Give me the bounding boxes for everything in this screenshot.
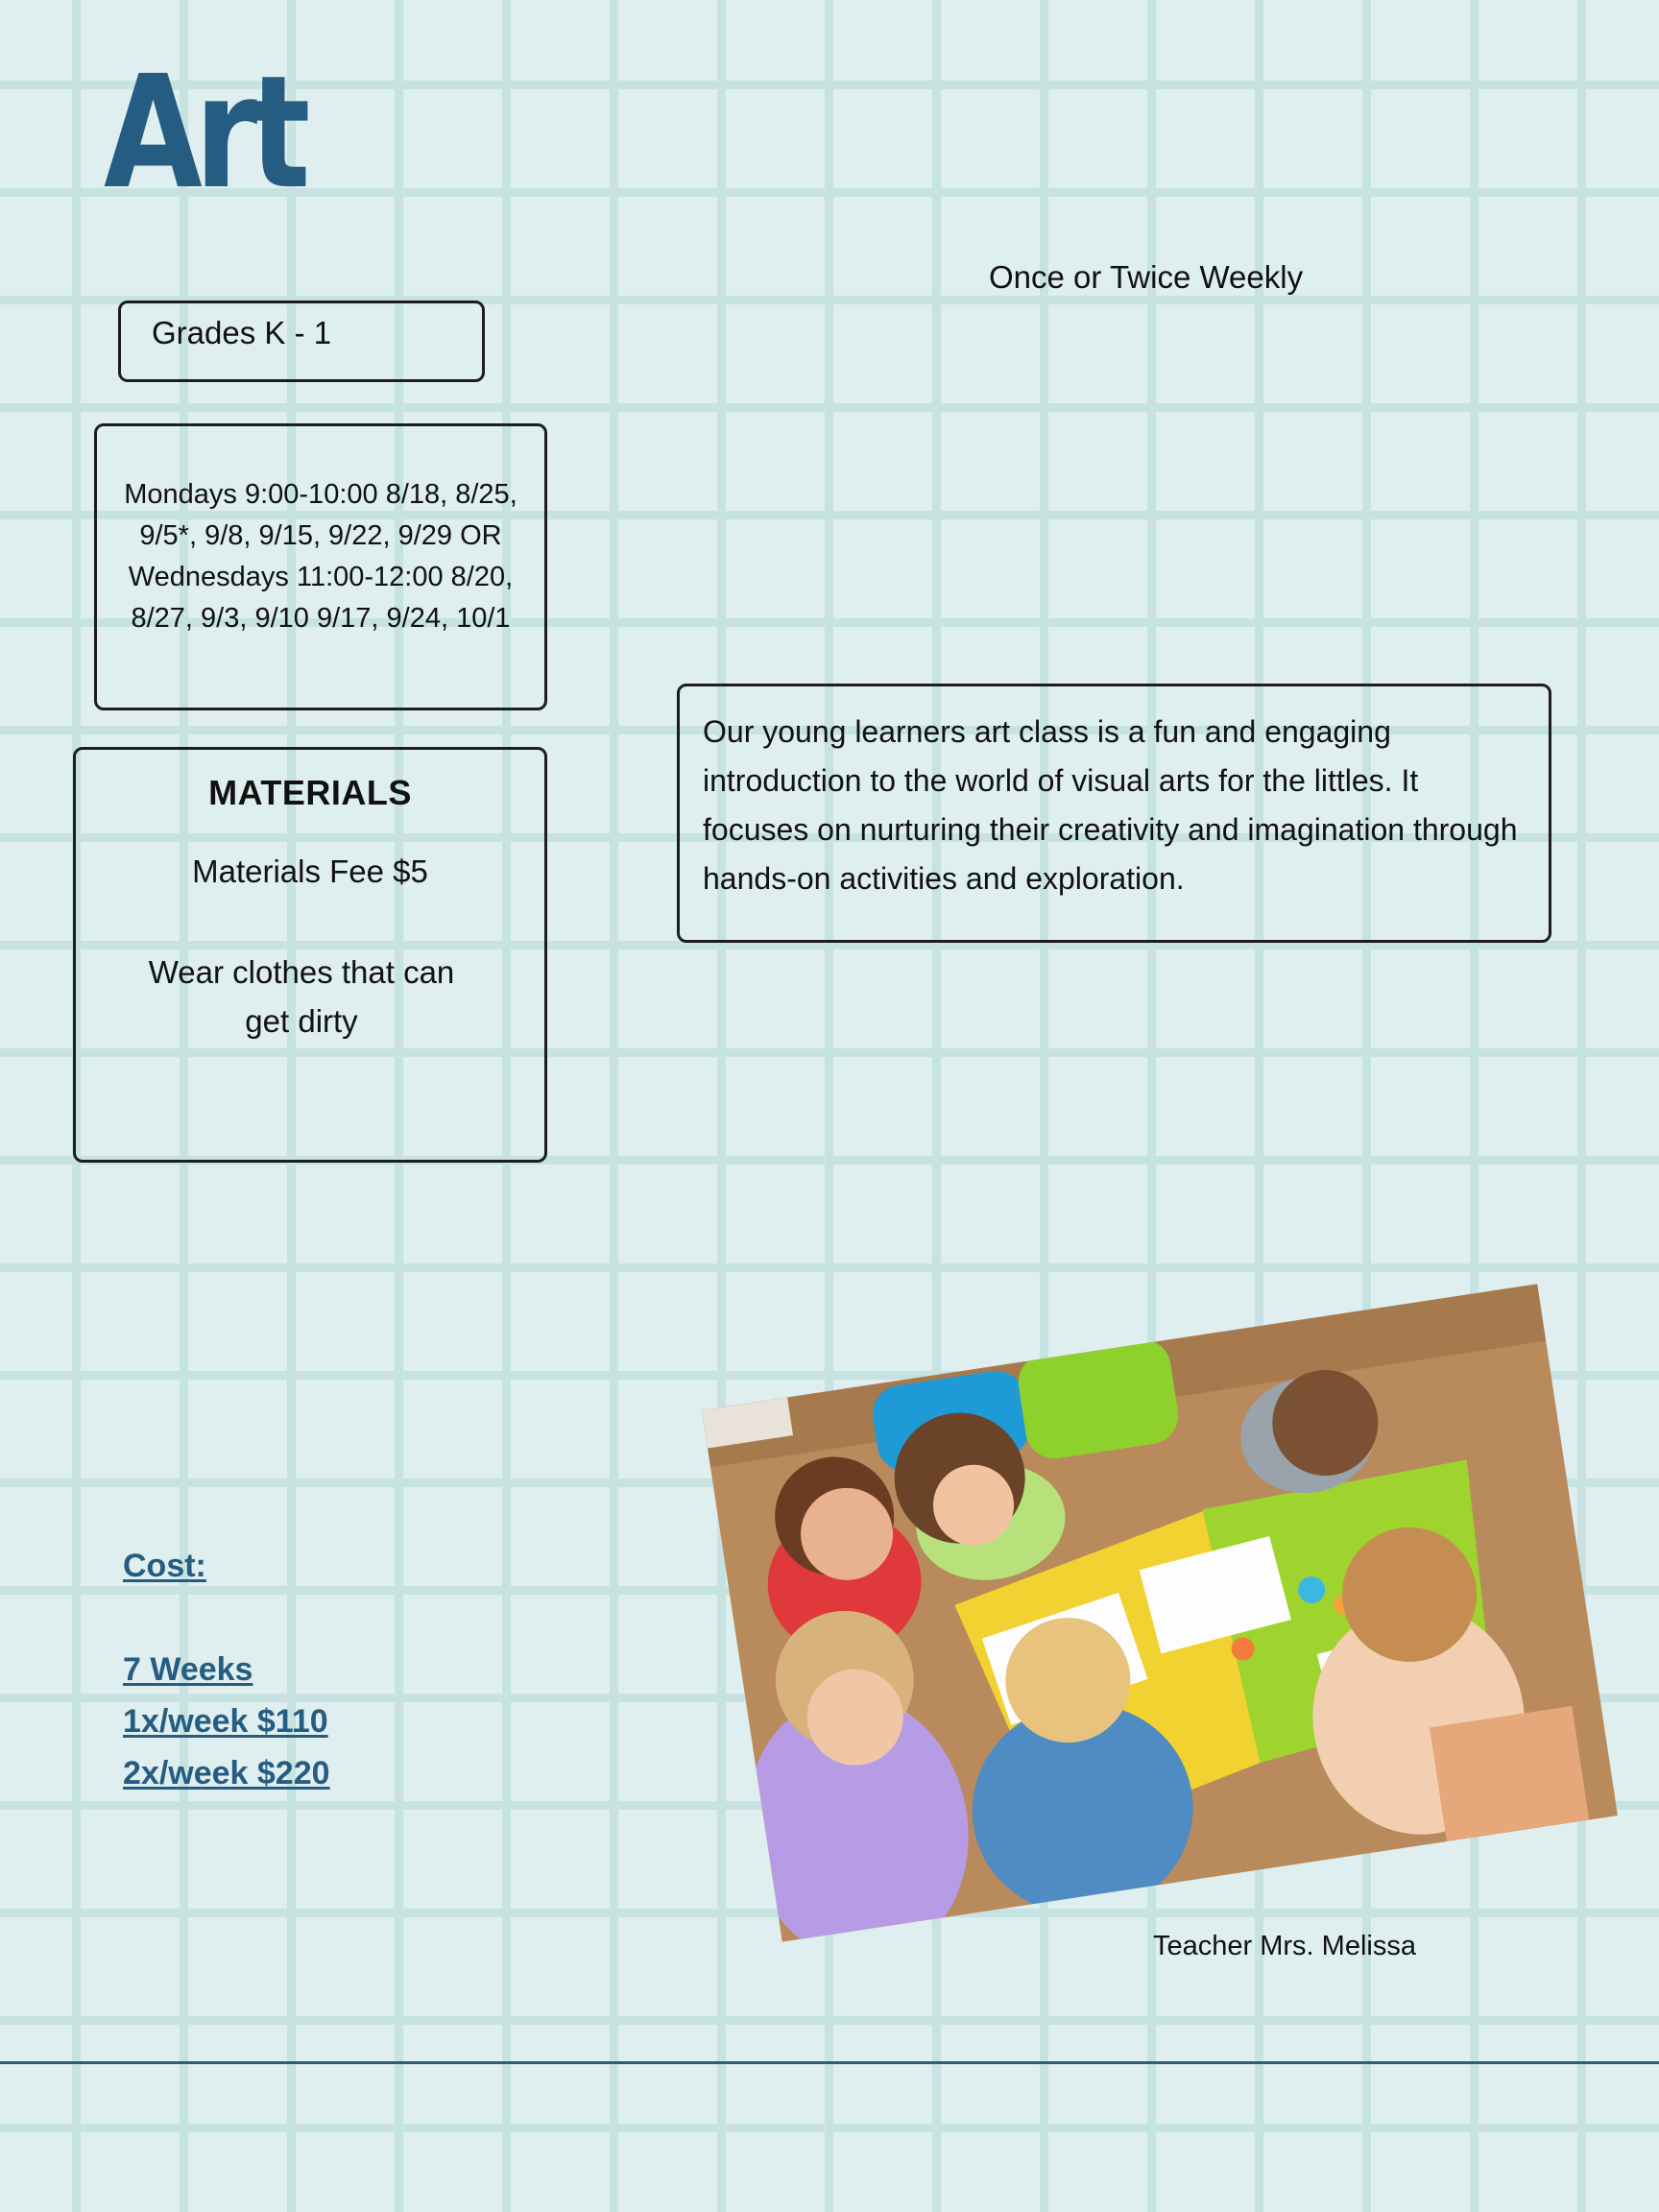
footer-divider bbox=[0, 2061, 1659, 2064]
materials-box bbox=[73, 747, 547, 1163]
materials-fee: Materials Fee $5 bbox=[192, 854, 428, 889]
schedule-line: Mondays 9:00-10:00 8/18, 8/25, bbox=[124, 479, 517, 510]
classroom-photo bbox=[702, 1284, 1618, 1941]
schedule-line: 9/5*, 9/8, 9/15, 9/22, 9/29 OR bbox=[139, 520, 502, 551]
grades-label: Grades K - 1 bbox=[152, 315, 332, 350]
classroom-photo-illustration bbox=[702, 1284, 1618, 1941]
materials-heading: MATERIALS bbox=[208, 773, 412, 812]
schedule-line: Wednesdays 11:00-12:00 8/20, bbox=[128, 562, 514, 592]
description-box bbox=[677, 684, 1551, 943]
description-text: Our young learners art class is a fun and engaging introduction to the world of visual arts for the littles. It focuses on nurturing their creativity and imagination through hands-on activities and exploration. bbox=[703, 714, 1518, 896]
materials-note: Wear clothes that can get dirty bbox=[148, 954, 455, 1039]
teacher-label: Teacher Mrs. Melissa bbox=[1153, 1931, 1416, 1961]
cost-twice-weekly: 2x/week $220 bbox=[123, 1755, 330, 1791]
schedule-text bbox=[107, 474, 535, 639]
schedule-box bbox=[94, 423, 547, 710]
grades-box bbox=[118, 301, 485, 382]
page-title: Art bbox=[104, 43, 303, 224]
cost-label: Cost: bbox=[123, 1548, 206, 1584]
cost-once-weekly: 1x/week $110 bbox=[123, 1703, 328, 1740]
schedule-line: 8/27, 9/3, 9/10 9/17, 9/24, 10/1 bbox=[131, 603, 511, 634]
frequency-label: Once or Twice Weekly bbox=[989, 259, 1304, 295]
cost-duration: 7 Weeks bbox=[123, 1651, 253, 1688]
